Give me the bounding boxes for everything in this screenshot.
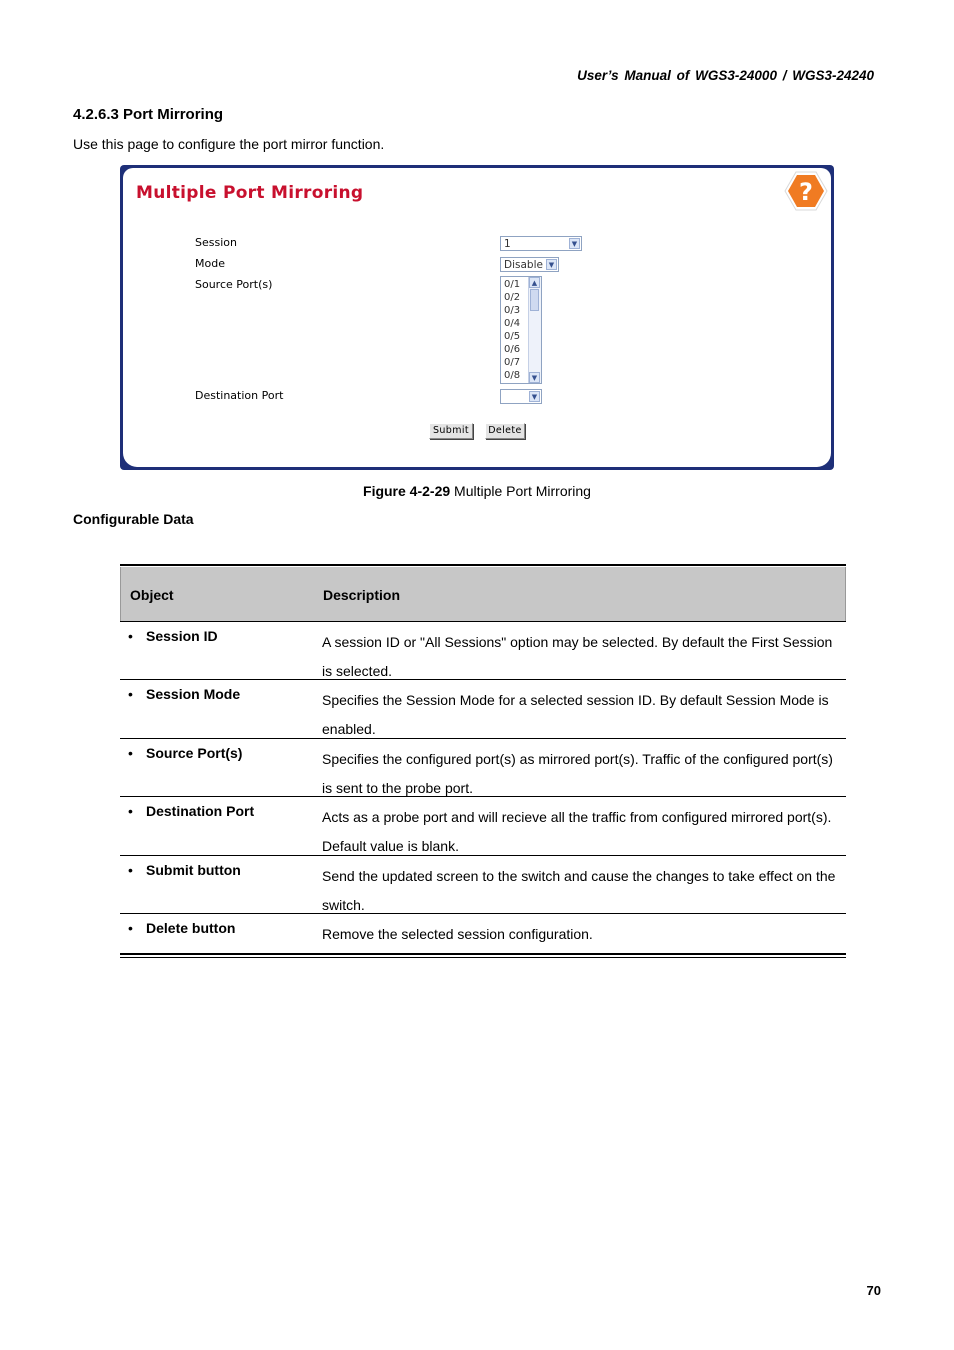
- table-row: [120, 796, 846, 855]
- scrollbar-thumb[interactable]: [530, 289, 539, 311]
- chevron-down-icon: ▼: [529, 391, 540, 402]
- destination-port-label: Destination Port: [195, 389, 284, 402]
- session-label: Session: [195, 236, 237, 249]
- chevron-down-icon[interactable]: ▼: [529, 372, 540, 383]
- help-icon[interactable]: [783, 170, 829, 212]
- table-bottom-rule: [120, 957, 846, 958]
- row-object: • Destination Port: [128, 803, 255, 819]
- manual-header: User’s Manual of WGS3-24000 / WGS3-24240: [577, 68, 874, 83]
- table-row: [120, 855, 846, 913]
- row-object: • Source Port(s): [128, 745, 243, 761]
- list-item[interactable]: 0/1: [504, 279, 521, 290]
- source-ports-listbox[interactable]: [500, 276, 542, 384]
- submit-button[interactable]: Submit: [429, 423, 473, 439]
- panel-body: [123, 168, 831, 467]
- table-row: [120, 738, 846, 796]
- panel-title: Multiple Port Mirroring: [136, 183, 364, 203]
- list-item[interactable]: 0/7: [504, 357, 521, 368]
- row-object: • Submit button: [128, 862, 241, 878]
- list-item[interactable]: 0/2: [504, 292, 521, 303]
- listbox-scrollbar[interactable]: [528, 277, 541, 383]
- chevron-down-icon: ▼: [569, 238, 580, 249]
- header-description: Description: [323, 587, 401, 603]
- table-row: [120, 621, 846, 679]
- table-top-rule: [120, 564, 846, 566]
- port-mirroring-screenshot: [120, 165, 834, 470]
- row-description: A session ID or "All Sessions" option may be selected. By default the First Session is selected.: [322, 634, 833, 679]
- row-object: • Session Mode: [128, 686, 241, 702]
- figure-text: Multiple Port Mirroring: [450, 483, 591, 499]
- table-row: [120, 913, 846, 951]
- list-item[interactable]: 0/3: [504, 305, 521, 316]
- delete-button[interactable]: Delete: [485, 423, 525, 439]
- figure-caption: [0, 483, 954, 499]
- chevron-up-icon[interactable]: ▲: [529, 277, 540, 288]
- mode-value: Disable: [504, 259, 543, 271]
- page-number: 70: [866, 1283, 881, 1298]
- row-description: Send the updated screen to the switch and cause the changes to take effect on the switch.: [322, 868, 836, 913]
- row-object: • Delete button: [128, 920, 236, 936]
- table-header: [120, 567, 846, 622]
- table-bottom-rule: [120, 953, 846, 955]
- row-description: Remove the selected session configuration.: [322, 926, 593, 942]
- section-intro: Use this page to configure the port mirror function.: [73, 136, 385, 152]
- row-description: Acts as a probe port and will recieve all the traffic from configured mirrored port(s). Default value is blank.: [322, 809, 832, 854]
- chevron-down-icon: ▼: [546, 259, 557, 270]
- session-select[interactable]: [500, 236, 582, 251]
- configurable-data-title: Configurable Data: [73, 511, 194, 527]
- list-item[interactable]: 0/8: [504, 370, 521, 381]
- source-ports-label: Source Port(s): [195, 278, 273, 291]
- svg-text:?: ?: [799, 178, 813, 206]
- list-item[interactable]: 0/5: [504, 331, 521, 342]
- list-item[interactable]: 0/4: [504, 318, 521, 329]
- mode-label: Mode: [195, 257, 225, 270]
- table-row: [120, 679, 846, 738]
- figure-label: Figure 4-2-29: [363, 483, 451, 499]
- mode-select[interactable]: [500, 257, 559, 272]
- row-object: • Session ID: [128, 628, 218, 644]
- list-item[interactable]: 0/6: [504, 344, 521, 355]
- destination-port-select[interactable]: [500, 389, 542, 404]
- row-description: Specifies the Session Mode for a selected session ID. By default Session Mode is enabled.: [322, 692, 829, 737]
- session-value: 1: [504, 238, 511, 250]
- header-object: Object: [130, 587, 174, 603]
- row-description: Specifies the configured port(s) as mirrored port(s). Traffic of the configured port(s) is sent to the probe port.: [322, 751, 833, 796]
- section-title: 4.2.6.3 Port Mirroring: [73, 106, 224, 123]
